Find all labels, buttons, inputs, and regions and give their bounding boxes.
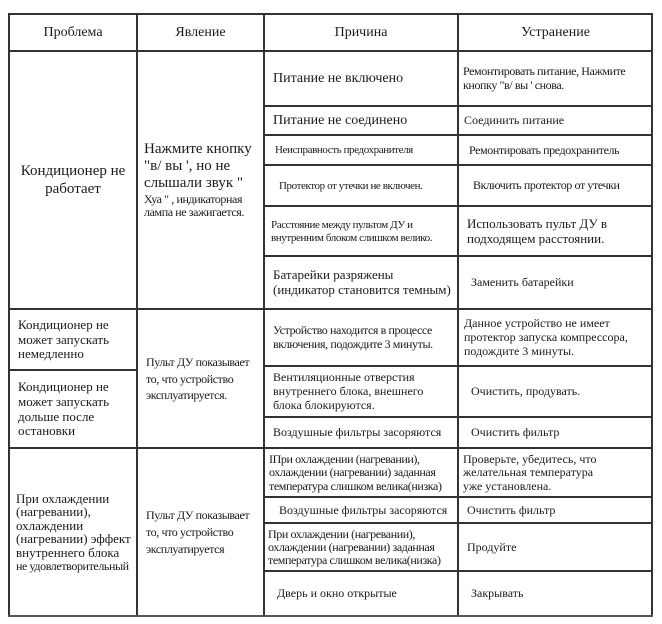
fix-cell	[457, 205, 652, 256]
fix-text: Очистить, продувать.	[471, 384, 581, 399]
symptom-text: Нажмите кнопку "в/ вы ', но не слышали звук "	[144, 140, 252, 192]
fix-cell	[457, 416, 652, 448]
cause-cell	[263, 308, 457, 366]
cause-cell	[263, 255, 457, 309]
fix-cell	[457, 164, 652, 206]
cause-text: Воздушные фильтры засоряются	[273, 425, 442, 440]
header-fix-label: Устранение	[521, 24, 590, 40]
header-problem-label: Проблема	[43, 24, 103, 40]
fix-cell	[457, 105, 652, 135]
fix-text: Очистить фильтр	[467, 502, 556, 517]
problem-text: Кондиционер не может запускать немедленно	[18, 316, 110, 362]
fix-cell	[457, 496, 652, 523]
cause-text: Батарейки разряжены (индикатор становится темным)	[273, 267, 451, 297]
fix-cell	[457, 255, 652, 309]
fix-text: Заменить батарейки	[471, 275, 574, 290]
table-bottom-border	[8, 615, 653, 617]
symptom-cell	[136, 308, 263, 448]
problem-cell	[8, 50, 136, 309]
cause-cell	[263, 416, 457, 448]
cause-text: При охлаждении (нагревании), охлаждении (нагревании) заданная температура слишком велика(низка)	[268, 526, 441, 568]
cause-text: Вентиляционные отверстия внутреннего блока, внешнего блока блокируются.	[273, 370, 424, 412]
fix-cell	[457, 308, 652, 366]
problem-text: Кондиционер не работает	[20, 163, 126, 197]
cause-cell	[263, 50, 457, 106]
fix-text: Включить протектор от утечки	[473, 178, 620, 193]
cause-text: Воздушные фильтры засоряются	[279, 502, 448, 517]
fix-text: Проверьте, убедитесь, что желательная температура уже установлена.	[463, 452, 597, 493]
problem-text-small: не удовлетворительный	[16, 558, 129, 573]
cause-cell	[263, 570, 457, 616]
cause-cell	[263, 496, 457, 523]
cause-text: Питание не включено	[273, 70, 404, 86]
fix-text: Использовать пульт ДУ в подходящем расстоянии.	[467, 215, 608, 246]
fix-cell	[457, 50, 652, 106]
cause-cell	[263, 134, 457, 165]
header-symptom-label: Явление	[175, 24, 226, 40]
header-symptom	[136, 13, 263, 51]
symptom-text: Пульт ДУ показывает то, что устройство эксплуатируется	[146, 508, 250, 556]
fix-cell	[457, 570, 652, 616]
problem-text: Кондиционер не может запускать дольше после остановки	[18, 378, 110, 439]
fix-text: Ремонтировать питание, Нажмите кнопку "в/ вы ' снова.	[463, 64, 626, 92]
fix-text: Соединить питание	[464, 113, 565, 128]
symptom-text: Пульт ДУ показывает то, что устройство эксплуатируется.	[146, 354, 250, 403]
fix-cell	[457, 365, 652, 417]
cause-text: Питание не соединено	[273, 112, 408, 128]
cause-cell	[263, 164, 457, 206]
cause-cell	[263, 365, 457, 417]
fix-cell	[457, 522, 652, 571]
header-fix	[457, 13, 652, 51]
cause-cell	[263, 105, 457, 135]
header-problem	[8, 13, 136, 51]
fix-text: Данное устройство не имеет протектор запуска компрессора, подождите 3 минуты.	[464, 316, 628, 358]
problem-cell	[8, 369, 136, 448]
cause-text: Неисправность предохранителя	[275, 144, 413, 157]
fix-text: Продуйте	[467, 539, 517, 554]
header-cause-label: Причина	[334, 24, 388, 40]
cause-text: IПри охлаждении (нагревании), охлаждении (нагревании) заданная температура слишком велика(низка)	[269, 452, 442, 493]
problem-cell	[8, 447, 136, 616]
cause-text: Расстояние между пультом ДУ и внутренним блоком слишком велико.	[271, 218, 433, 244]
fix-cell	[457, 447, 652, 497]
problem-text: При охлаждении (нагревании), охлаждении (нагревании) эффект внутреннего блока	[16, 490, 131, 561]
fix-text: Очистить фильтр	[471, 425, 560, 440]
fix-text: Закрывать	[471, 586, 524, 601]
table-right-border	[651, 13, 653, 616]
symptom-cell	[136, 447, 263, 616]
cause-text: Дверь и окно открытые	[277, 586, 397, 601]
cause-text: Устройство находится в процессе включения, подождите 3 минуты.	[273, 323, 433, 351]
cause-text: Протектор от утечки не включен.	[279, 179, 423, 192]
problem-cell	[8, 308, 136, 370]
fix-cell	[457, 134, 652, 165]
cause-cell	[263, 447, 457, 497]
symptom-cell	[136, 50, 263, 309]
fix-text: Ремонтировать предохранитель	[469, 142, 620, 157]
header-cause	[263, 13, 457, 51]
symptom-text-small: Хуа " , индикаторная лампа не зажигается.	[144, 191, 244, 220]
cause-cell	[263, 522, 457, 571]
cause-cell	[263, 205, 457, 256]
